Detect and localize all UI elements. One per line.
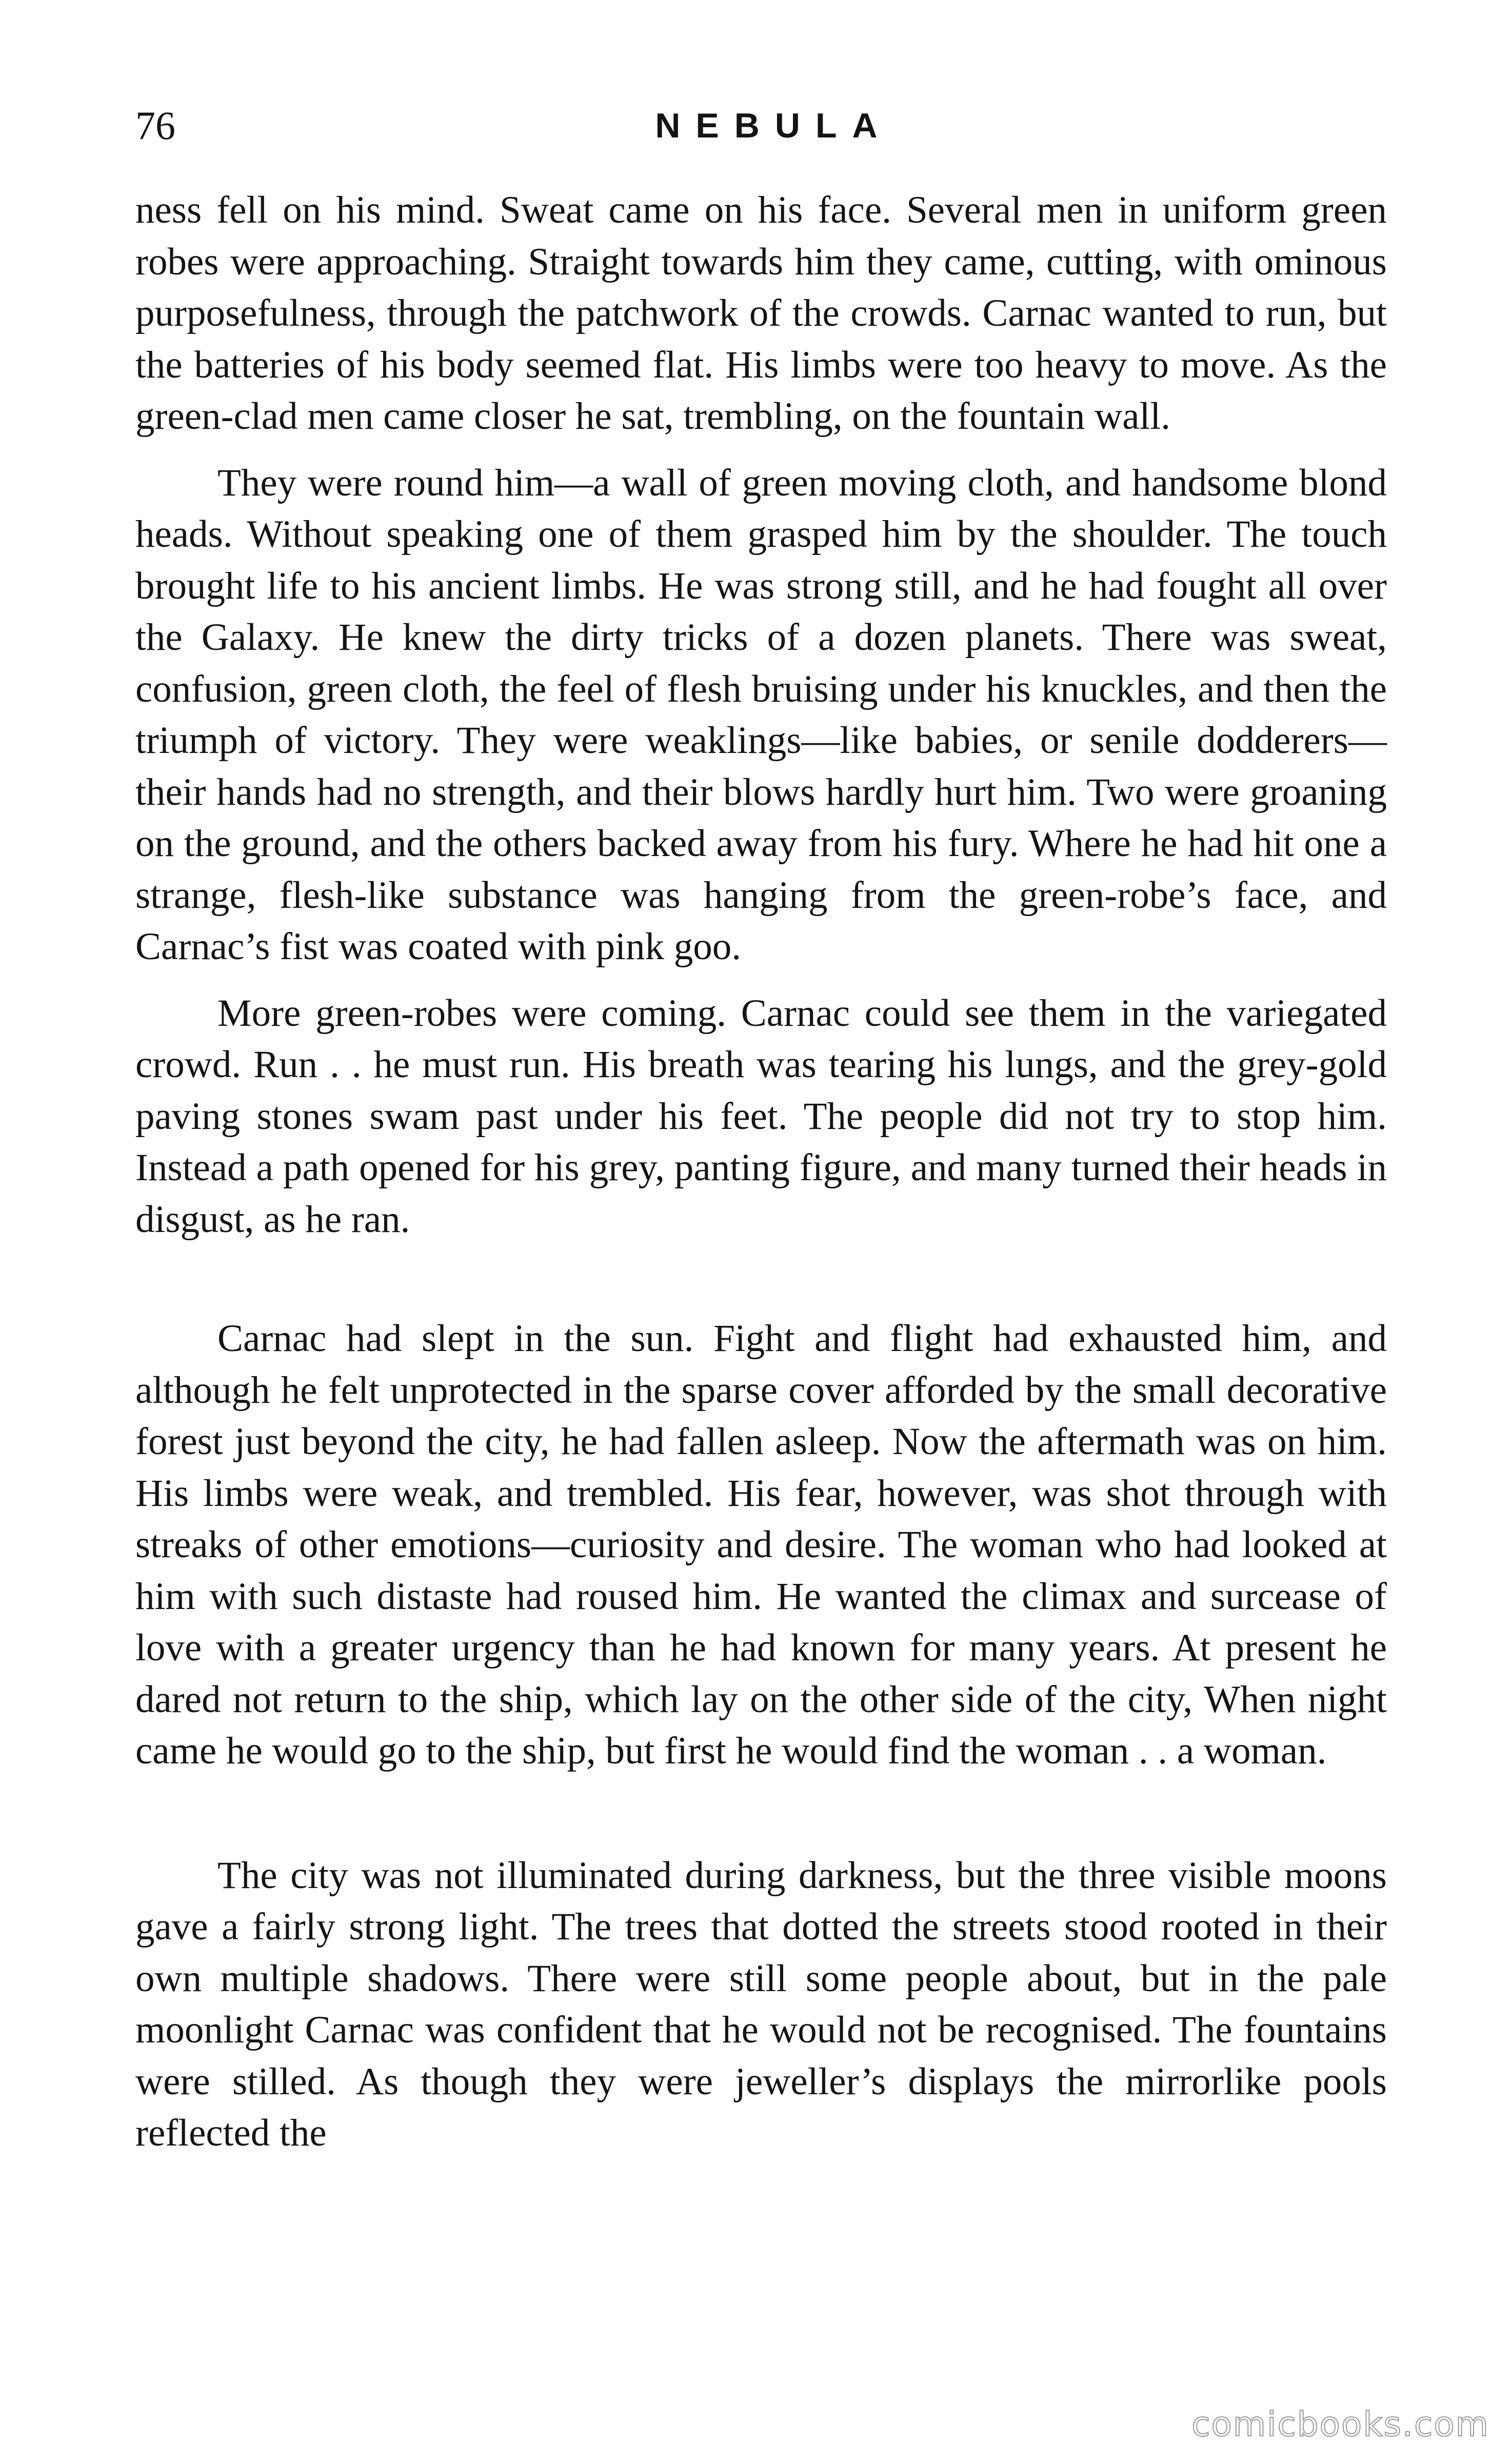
paragraph-1: ness fell on his mind. Sweat came on his face. Several men in uniform green robes were approaching. Straight towards him they came, cutting, with ominous purposefulness, through the patchwork of the crowds. Carnac wanted to run, but the batteries of his body seemed flat. His limbs were too heavy to move. As the green-clad men came closer he sat, trembling, on the fountain wall. [135, 189, 1387, 438]
paragraph-2: They were round him—a wall of green moving cloth, and handsome blond heads. Without speaking one of them grasped him by the shoulder. The touch brought life to his ancient limbs. He was strong still, and he had fought all over the Galaxy. He knew the dirty tricks of a dozen planets. There was sweat, confusion, green cloth, the feel of flesh bruising under his knuckles, and then the triumph of victory. They were weaklings—like babies, or senile dodderers—their hands had no strength, and their blows hardly hurt him. Two were groaning on the ground, and the others backed away from his fury. Where he had hit one a strange, flesh-like substance was hanging from the green-robe’s face, and Carnac’s fist was coated with pink goo. [135, 461, 1387, 968]
paragraph-5: The city was not illuminated during darkness, but the three visible moons gave a fairly strong light. The trees that dotted the streets stood rooted in their own multiple shadows. There were still some people about, but in the pale moonlight Carnac was confident that he would not be recognised. The fountains were stilled. As though they were jeweller’s displays the mirrorlike pools reflected the [135, 1854, 1387, 2154]
paragraph-3: More green-robes were coming. Carnac could see them in the variegated crowd. Run . . he must run. His breath was tearing his lungs, and the grey-gold paving stones swam past under his feet. The people did not try to stop him. Instead a path opened for his grey, panting figure, and many turned their heads in disgust, as he ran. [135, 991, 1387, 1241]
page-number: 76 [135, 103, 175, 148]
body-text [135, 185, 1387, 2159]
watermark: comicbooks.com [1191, 2405, 1489, 2444]
running-title: NEBULA [655, 106, 893, 145]
page-header [135, 97, 1397, 154]
paragraph-4: Carnac had slept in the sun. Fight and flight had exhausted him, and although he felt unprotected in the sparse cover afforded by the small decorative forest just beyond the city, he had fallen asleep. Now the aftermath was on him. His limbs were weak, and trembled. His fear, however, was shot through with streaks of other emotions—curiosity and desire. The woman who had looked at him with such distaste had roused him. He wanted the climax and surcease of love with a greater urgency than he had known for many years. At present he dared not return to the ship, which lay on the other side of the city, When night came he would go to the ship, but first he would find the woman . . a woman. [135, 1317, 1387, 1772]
